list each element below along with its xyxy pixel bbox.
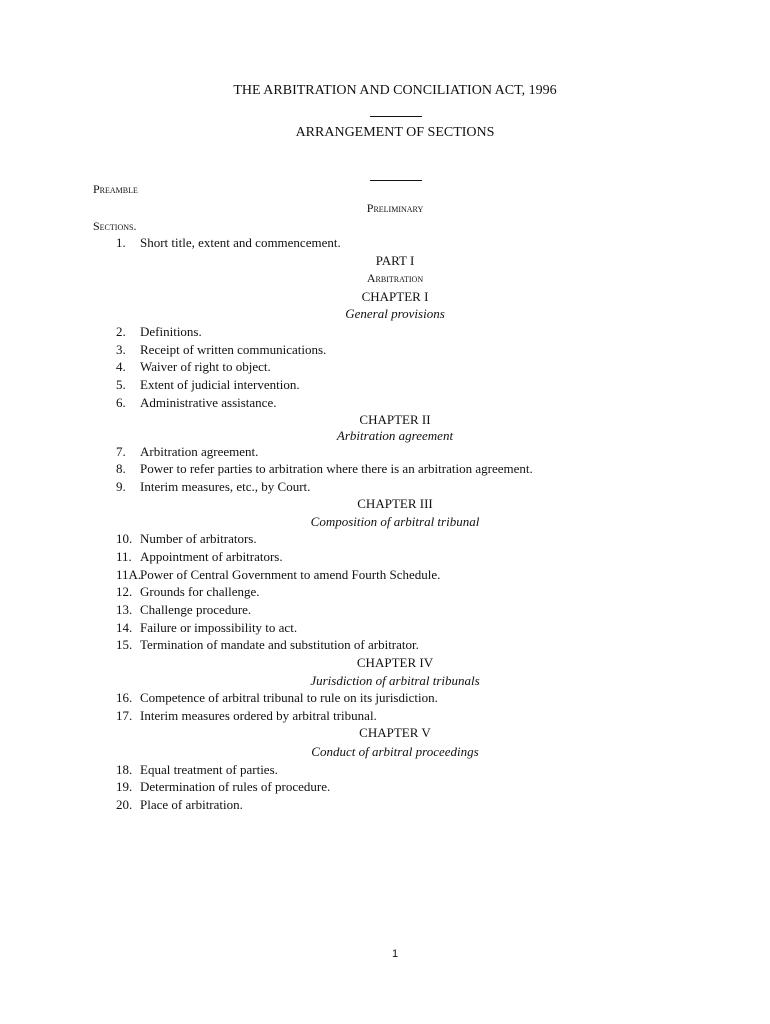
section-entry: 20. Place of arbitration. bbox=[116, 797, 243, 812]
section-entry: 19. Determination of rules of procedure. bbox=[116, 779, 331, 794]
section-entry: 5. Extent of judicial intervention. bbox=[116, 377, 300, 392]
part-heading: PART I bbox=[375, 253, 415, 268]
section-entry: 2. Definitions. bbox=[116, 324, 202, 339]
chapter-heading: CHAPTER III bbox=[357, 496, 433, 511]
chapter-title: Jurisdiction of arbitral tribunals bbox=[310, 673, 480, 688]
part-name: Arbitration bbox=[366, 271, 424, 285]
section-entry: 3. Receipt of written communications. bbox=[116, 342, 327, 357]
section-entry: 7. Arbitration agreement. bbox=[116, 444, 259, 459]
chapter-title: Arbitration agreement bbox=[336, 428, 454, 443]
chapter-heading: CHAPTER IV bbox=[356, 655, 434, 670]
sections-label: Sections. bbox=[93, 219, 137, 233]
section-entry: 6. Administrative assistance. bbox=[116, 395, 277, 410]
section-entry: 9. Interim measures, etc., by Court. bbox=[116, 479, 311, 494]
section-entry: 8. Power to refer parties to arbitration where there is an arbitration agreement. bbox=[116, 461, 533, 476]
chapter-title: Conduct of arbitral proceedings bbox=[311, 744, 479, 759]
section-entry: 17. Interim measures ordered by arbitral tribunal. bbox=[116, 708, 377, 723]
section-entry: 4. Waiver of right to object. bbox=[116, 359, 271, 374]
section-entry: 12. Grounds for challenge. bbox=[116, 584, 260, 599]
chapter-heading: CHAPTER V bbox=[359, 725, 431, 740]
arrangement-heading: ARRANGEMENT OF SECTIONS bbox=[295, 125, 495, 140]
section-entry: 11A.Power of Central Government to amend Fourth Schedule. bbox=[116, 567, 441, 582]
page-number: 1 bbox=[391, 948, 399, 960]
section-entry: 18. Equal treatment of parties. bbox=[116, 762, 278, 777]
act-title: THE ARBITRATION AND CONCILIATION ACT, 1996 bbox=[233, 83, 557, 98]
chapter-title: Composition of arbitral tribunal bbox=[310, 514, 480, 529]
section-entry: 14. Failure or impossibility to act. bbox=[116, 620, 298, 635]
section-entry: 1. Short title, extent and commencement. bbox=[116, 235, 341, 250]
subtitle-divider bbox=[370, 180, 422, 181]
chapter-heading: CHAPTER II bbox=[359, 412, 431, 427]
preliminary-heading: Preliminary bbox=[366, 201, 424, 215]
chapter-heading: CHAPTER I bbox=[361, 289, 429, 304]
title-divider bbox=[370, 116, 422, 117]
section-entry: 16. Competence of arbitral tribunal to rule on its jurisdiction. bbox=[116, 690, 438, 705]
section-entry: 13. Challenge procedure. bbox=[116, 602, 252, 617]
chapter-title: General provisions bbox=[345, 306, 445, 321]
section-entry: 10. Number of arbitrators. bbox=[116, 531, 257, 546]
section-entry: 15. Termination of mandate and substitution of arbitrator. bbox=[116, 637, 419, 652]
preamble-label: Preamble bbox=[93, 182, 138, 196]
section-entry: 11. Appointment of arbitrators. bbox=[116, 549, 283, 564]
